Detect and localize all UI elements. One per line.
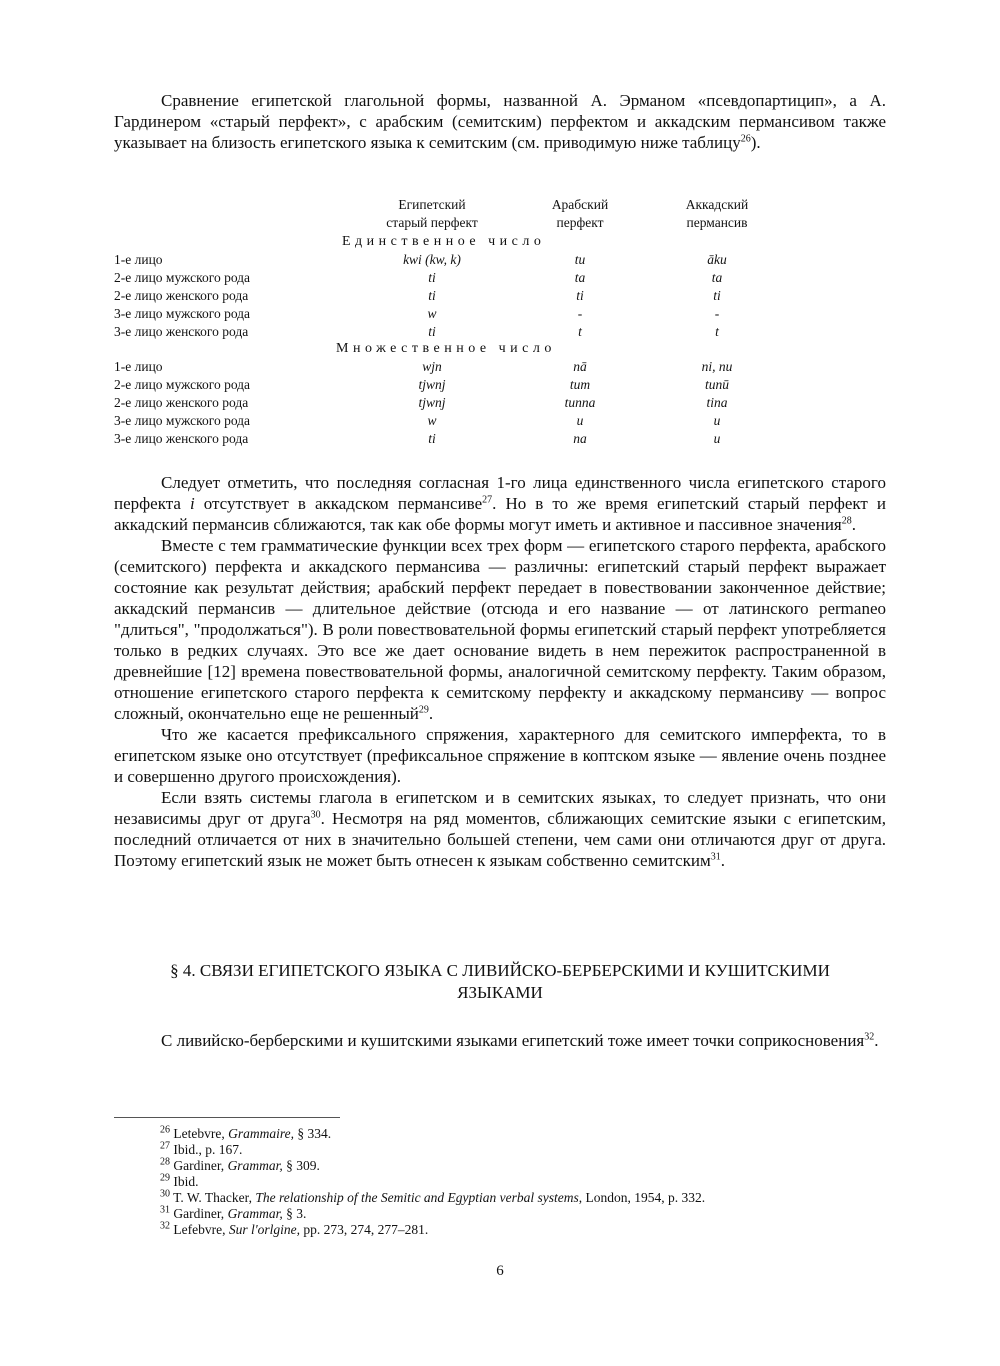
header-akkadian [652, 196, 782, 232]
footnote-italic: Grammar, [227, 1158, 283, 1173]
cell-akkadian: ti [713, 288, 721, 303]
footnote-italic: Sur l'orlgine, [228, 1222, 300, 1237]
footnote-number: 27 [160, 1140, 170, 1152]
p2-tail: . [428, 704, 434, 723]
row-label: 2-е лицо женского рода [114, 288, 249, 303]
paragraph-5 [114, 1030, 886, 1051]
cell-akkadian: ni, nu [701, 359, 733, 374]
paragraph-1 [114, 472, 886, 535]
header-arabic [520, 196, 640, 232]
paragraph-2 [114, 535, 886, 724]
cell-akkadian: t [715, 324, 719, 339]
row-label: 3-е лицо мужского рода [114, 306, 251, 321]
intro-tail: ). [750, 133, 761, 152]
footnote-text-end: § 334. [293, 1126, 332, 1141]
cell-arabic: tunna [564, 395, 596, 410]
footnotes [160, 1126, 705, 1238]
row-label: 1-е лицо [114, 359, 163, 374]
footnote-italic: Grammaire, [228, 1126, 294, 1141]
footnote-ref[interactable]: 30 [310, 809, 321, 821]
table-row [114, 413, 764, 431]
footnote-italic: The relationship of the Semitic and Egyptian verbal systems [255, 1190, 579, 1205]
header-akkadian-line2: пермансив [686, 215, 748, 230]
p3-text: Что же касается префиксального спряжения, характерного для семитского имперфекта, то в египетском языке оно отсутствует (префиксальное спряжение в коптском языке — явление очень позднее и совершенно другого происхождения). [114, 725, 886, 786]
footnote-item [160, 1142, 705, 1158]
cell-akkadian: tunū [704, 377, 729, 392]
cell-egyptian: ti [428, 324, 436, 339]
cell-egyptian: ti [428, 270, 436, 285]
footnote-item [160, 1206, 705, 1222]
footnote-text: Lefebvre, [173, 1222, 229, 1237]
p1-text-d: . [851, 515, 856, 534]
p1-text-c: . Но в то же время египетский старый перфект и аккадский пермансив сближаются, так как обе формы могут иметь и активное и пассивное значения [114, 494, 887, 534]
table-row [114, 431, 764, 449]
header-akkadian-line1: Аккадский [685, 197, 749, 212]
cell-arabic: t [578, 324, 582, 339]
heading-line2: ЯЗЫКАМИ [457, 983, 543, 1002]
table-row [114, 252, 764, 270]
table-row [114, 359, 764, 377]
intro-block [114, 90, 886, 153]
cell-akkadian: tina [706, 395, 728, 410]
section-singular: Единственное число [342, 234, 546, 249]
table-row [114, 324, 764, 342]
body-text-2 [114, 1030, 886, 1051]
footnote-item [160, 1158, 705, 1174]
footnote-text: T. W. Thacker, [173, 1190, 256, 1205]
row-label: 1-е лицо [114, 252, 163, 267]
header-egyptian [352, 196, 512, 232]
cell-akkadian: āku [707, 252, 727, 267]
cell-arabic: - [577, 306, 583, 321]
table-row [114, 306, 764, 324]
footnote-divider [114, 1117, 340, 1118]
p1-text-b: отсутствует в аккадском пермансиве [194, 494, 483, 513]
cell-egyptian: tjwnj [418, 395, 446, 410]
p5-tail: . [874, 1031, 879, 1050]
p4-text-a: Если взять системы глагола в египетском и в семитских языках, то следует признать, что они независимы друг от друга [114, 788, 886, 828]
cell-arabic: tu [574, 252, 586, 267]
page-number: 6 [496, 1263, 504, 1279]
header-egyptian-line1: Египетский [398, 197, 466, 212]
footnote-text-end: pp. 273, 274, 277–281. [299, 1222, 429, 1237]
table-row [114, 270, 764, 288]
footnote-item [160, 1190, 705, 1206]
body-text [114, 472, 886, 871]
cell-arabic: nā [573, 359, 587, 374]
cell-arabic: u [576, 413, 584, 428]
footnote-text-end: , London, 1954, p. 332. [578, 1190, 706, 1205]
cell-egyptian: ti [428, 288, 436, 303]
footnote-number: 26 [160, 1124, 170, 1136]
footnote-text: Ibid., p. 167. [173, 1142, 243, 1157]
footnote-ref[interactable]: 26 [740, 133, 751, 145]
footnote-number: 28 [160, 1156, 170, 1168]
cell-akkadian: u [713, 413, 721, 428]
p5-text: С ливийско-берберскими и кушитскими языками египетский тоже имеет точки соприкосновения [161, 1031, 865, 1050]
row-label: 3-е лицо женского рода [114, 324, 249, 339]
row-label: 2-е лицо мужского рода [114, 377, 251, 392]
footnote-text: Gardiner, [173, 1158, 228, 1173]
cell-egyptian: w [427, 306, 437, 321]
cell-akkadian: - [714, 306, 720, 321]
cell-egyptian: ti [428, 431, 436, 446]
p4-text-c: . [720, 851, 725, 870]
footnote-text-end: § 3. [282, 1206, 307, 1221]
footnote-ref[interactable]: 28 [841, 515, 852, 527]
cell-akkadian: u [713, 431, 721, 446]
footnote-italic: Grammar, [227, 1206, 283, 1221]
cell-egyptian: w [427, 413, 437, 428]
row-label: 3-е лицо мужского рода [114, 413, 251, 428]
footnote-ref[interactable]: 32 [864, 1031, 875, 1043]
footnote-text: Letebvre, [173, 1126, 229, 1141]
paragraph-4 [114, 787, 886, 871]
header-arabic-line2: перфект [556, 215, 604, 230]
footnote-text: Gardiner, [173, 1206, 228, 1221]
footnote-ref[interactable]: 27 [482, 494, 493, 506]
p1-italic: i [189, 494, 195, 513]
footnote-number: 30 [160, 1188, 170, 1200]
header-egyptian-line2: старый перфект [386, 215, 478, 230]
footnote-number: 32 [160, 1220, 170, 1232]
row-label: 2-е лицо женского рода [114, 395, 249, 410]
footnote-item [160, 1222, 705, 1238]
p2-text: Вместе с тем грамматические функции всех трех форм — египетского старого перфекта, арабского (семитского) перфекта и аккадского пермансива — различны: египетский старый перфект выражает состояние как результат действия; арабский перфект передает в повествовании законченное действие; аккадский пермансив — длительное действие (отсюда и его название — от латинского permaneo "длиться", "продолжаться"). В роли повествовательной формы египетский старый перфект употребляется только в редких случаях. Это все же дает основание видеть в нем пережиток распространенной в древнейшие [12] времена повествовательной формы, аналогичной семитскому перфекту. Таким образом, отношение египетского старого перфекта к семитскому перфекту и аккадскому пермансиву — вопрос сложный, окончательно еще не решенный [114, 536, 886, 723]
cell-arabic: na [573, 431, 587, 446]
footnote-item [160, 1174, 705, 1190]
intro-paragraph [114, 90, 886, 153]
footnote-text-end: § 309. [282, 1158, 320, 1173]
cell-akkadian: ta [711, 270, 723, 285]
p4-text-b: . Несмотря на ряд моментов, сближающих семитские языки с египетским, последний отличается от них в значительно большей степени, чем сами они отличаются друг от друга. Поэтому египетский язык не может быть отнесен к языкам собственно семитским [114, 809, 886, 870]
heading-line1: § 4. СВЯЗИ ЕГИПЕТСКОГО ЯЗЫКА С ЛИВИЙСКО-БЕРБЕРСКИМИ И КУШИТСКИМИ [170, 961, 830, 980]
cell-arabic: ti [576, 288, 584, 303]
footnote-text: Ibid. [173, 1174, 199, 1189]
footnote-number: 29 [160, 1172, 170, 1184]
row-label: 3-е лицо женского рода [114, 431, 249, 446]
cell-egyptian: tjwnj [418, 377, 446, 392]
paragraph-3 [114, 724, 886, 787]
intro-text: Сравнение египетской глагольной формы, названной А. Эрманом «псевдопартицип», а А. Гардинером «старый перфект», с арабским (семитским) перфектом и аккадским пермансивом также указывает на близость египетского языка к семитским (см. приводимую ниже таблицу [114, 91, 886, 152]
footnote-ref[interactable]: 31 [710, 851, 721, 863]
table-row [114, 395, 764, 413]
cell-egyptian: kwi (kw, k) [403, 252, 461, 267]
section-plural: Множественное число [336, 341, 556, 356]
header-arabic-line1: Арабский [551, 197, 609, 212]
cell-arabic: ta [574, 270, 586, 285]
footnote-item [160, 1126, 705, 1142]
cell-arabic: tum [569, 377, 591, 392]
table-row [114, 288, 764, 306]
section-heading [114, 960, 886, 1004]
cell-egyptian: wjn [422, 359, 442, 374]
p1-text-a: Следует отметить, что последняя согласная 1-го лица единственного числа египетского старого перфекта [114, 473, 886, 513]
footnote-number: 31 [160, 1204, 170, 1216]
row-label: 2-е лицо мужского рода [114, 270, 251, 285]
footnote-ref[interactable]: 29 [418, 704, 429, 716]
table-row [114, 377, 764, 395]
